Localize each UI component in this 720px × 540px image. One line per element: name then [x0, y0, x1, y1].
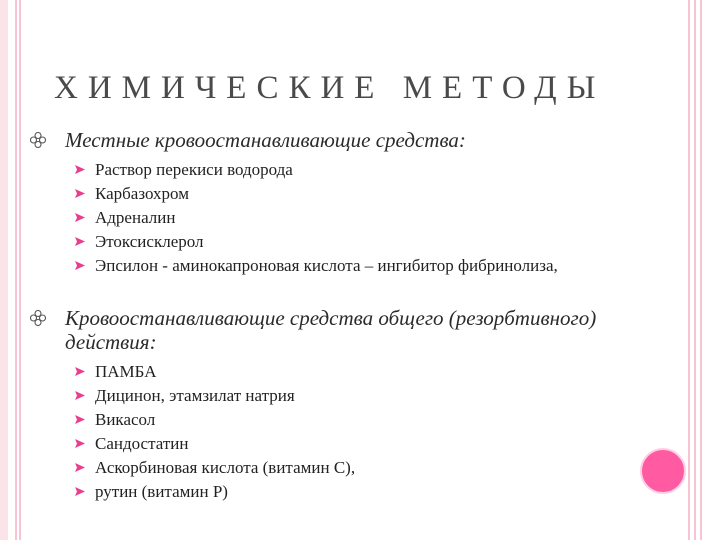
section-heading-text: Местные кровоостанавливающие средства:: [65, 128, 466, 152]
list-item: Раствор перекиси водорода: [30, 158, 670, 182]
arrow-bullet-icon: [75, 237, 85, 246]
arrow-bullet-icon: [75, 415, 85, 424]
list-item: Аскорбиновая кислота (витамин С),: [30, 456, 670, 480]
arrow-bullet-icon: [75, 367, 85, 376]
arrow-bullet-icon: [75, 439, 85, 448]
list-item: Эпсилон - аминокапроновая кислота – ингибитор фибринолиза,: [30, 254, 670, 278]
arrow-bullet-icon: [75, 261, 85, 270]
list-item: Адреналин: [30, 206, 670, 230]
section-heading: [30, 128, 670, 152]
left-decor-line-1: [15, 0, 17, 540]
arrow-bullet-icon: [75, 213, 85, 222]
list-item: Сандостатин: [30, 432, 670, 456]
list-item: Викасол: [30, 408, 670, 432]
section-items: [30, 158, 670, 278]
section-heading-text: Кровоостанавливающие средства общего (резорбтивного) действия:: [65, 306, 597, 354]
flower-bullet-icon: [30, 310, 46, 326]
arrow-bullet-icon: [75, 189, 85, 198]
list-item: Дицинон, этамзилат натрия: [30, 384, 670, 408]
flower-bullet-icon: [30, 132, 46, 148]
left-decor-line-2: [19, 0, 21, 540]
pink-circle-icon: [640, 448, 686, 494]
section-local-agents: [30, 128, 670, 278]
list-item: ПАМБА: [30, 360, 670, 384]
list-item: Карбазохром: [30, 182, 670, 206]
left-decor-strip: [0, 0, 8, 540]
arrow-bullet-icon: [75, 165, 85, 174]
arrow-bullet-icon: [75, 391, 85, 400]
arrow-bullet-icon: [75, 463, 85, 472]
arrow-bullet-icon: [75, 487, 85, 496]
right-decor-line-3: [700, 0, 702, 540]
slide-title: ХИМИЧЕСКИЕ МЕТОДЫ: [54, 70, 606, 106]
section-items: [30, 360, 670, 504]
list-item: Этоксисклерол: [30, 230, 670, 254]
right-decor-line-1: [688, 0, 690, 540]
section-systemic-agents: [30, 306, 670, 504]
right-decor-line-2: [694, 0, 696, 540]
section-heading: [30, 306, 670, 354]
list-item: рутин (витамин Р): [30, 480, 670, 504]
